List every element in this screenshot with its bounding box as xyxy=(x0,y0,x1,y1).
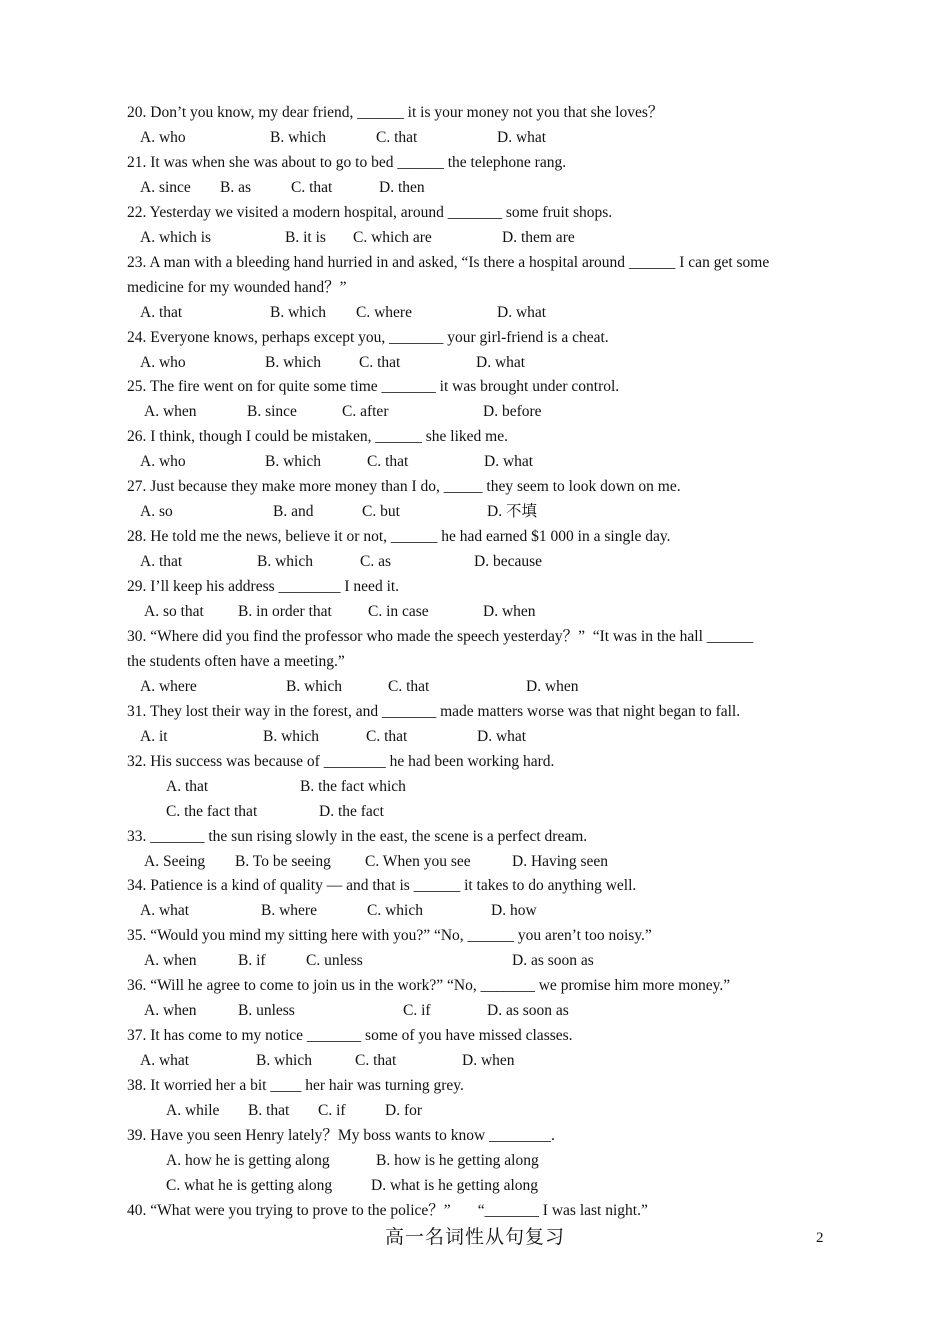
question-stem-36: 36. “Will he agree to come to join us in the work?” “No, _______ we promise him more money.” xyxy=(127,977,731,995)
answer-option: C. which are xyxy=(353,228,432,246)
answer-option: D. for xyxy=(385,1102,423,1119)
question-stem-23: 23. A man with a bleeding hand hurried in and asked, “Is there a hospital around ______ I can get some xyxy=(127,253,770,271)
question-stem-31: 31. They lost their way in the forest, and _______ made matters worse was that night began to fall. xyxy=(127,702,741,720)
answer-option: B. that xyxy=(248,1102,290,1119)
answer-option: C. after xyxy=(342,403,389,421)
answer-option: A. while xyxy=(166,1102,220,1119)
answer-option: B. which xyxy=(265,453,321,471)
answer-option: A. when xyxy=(144,403,197,421)
answer-option: A. what xyxy=(140,1052,190,1070)
answer-option: D. when xyxy=(526,677,579,695)
answer-option: D. what xyxy=(477,727,527,745)
question-stem-22: 22. Yesterday we visited a modern hospital, around _______ some fruit shops. xyxy=(127,203,613,221)
answer-option: D. the fact xyxy=(319,802,384,820)
answer-option: C. if xyxy=(403,1002,431,1020)
answer-option: C. the fact that xyxy=(166,802,258,820)
question-stem-40: 40. “What were you trying to prove to the police？” “_______ I was last night.” xyxy=(127,1201,648,1219)
answer-option: C. unless xyxy=(306,952,363,970)
answer-option: D. how xyxy=(491,902,537,920)
answer-option: B. the fact which xyxy=(300,777,406,795)
answer-option: D. what xyxy=(497,303,547,321)
question-stem-37: 37. It has come to my notice _______ some of you have missed classes. xyxy=(127,1027,573,1045)
answer-option: A. so that xyxy=(144,603,204,620)
answer-option: B. where xyxy=(261,902,317,920)
answer-option: C. which xyxy=(367,902,423,920)
answer-option: D. when xyxy=(483,603,536,620)
answer-option: D. what xyxy=(484,453,534,471)
answer-option: A. that xyxy=(140,553,183,571)
question-stem-29: 29. I’ll keep his address ________ I need it. xyxy=(127,578,400,596)
question-stem-20: 20. Don’t you know, my dear friend, ______ it is your money not you that she loves？ xyxy=(127,104,664,121)
question-stem-39: 39. Have you seen Henry lately？My boss wants to know ________. xyxy=(127,1126,555,1144)
answer-option: B. which xyxy=(265,353,321,371)
answer-option: A. that xyxy=(140,303,183,321)
answer-option: B. in order that xyxy=(238,603,332,620)
footer-title: 高一名词性从句复习 xyxy=(384,1226,565,1248)
answer-option: D. 不填 xyxy=(487,503,537,521)
answer-option: B. which xyxy=(270,128,326,146)
answer-option: B. as xyxy=(220,178,251,196)
question-stem-26: 26. I think, though I could be mistaken, ______ she liked me. xyxy=(127,428,508,446)
answer-option: B. which xyxy=(263,727,319,745)
answer-option: A. it xyxy=(140,727,168,745)
answer-option: D. when xyxy=(462,1052,515,1070)
answer-option: A. how he is getting along xyxy=(166,1151,330,1169)
answer-option: C. When you see xyxy=(365,852,471,870)
answer-option: D. as soon as xyxy=(512,952,594,970)
answer-option: A. when xyxy=(144,1002,197,1020)
answer-option: C. if xyxy=(318,1102,346,1119)
page-number: 2 xyxy=(816,1230,824,1246)
answer-option: B. which xyxy=(256,1052,312,1070)
answer-option: C. that xyxy=(291,178,333,196)
answer-option: A. where xyxy=(140,677,197,695)
answer-option: A. who xyxy=(140,453,186,471)
answer-option: B. since xyxy=(247,403,297,421)
question-stem-33: 33. _______ the sun rising slowly in the east, the scene is a perfect dream. xyxy=(127,827,588,845)
answer-option: C. where xyxy=(356,303,412,321)
question-stem-32: 32. His success was because of ________ he had been working hard. xyxy=(127,752,555,770)
question-stem-continued-30: the students often have a meeting.” xyxy=(127,652,345,670)
question-stem-30: 30. “Where did you find the professor who made the speech yesterday？” “It was in the hall ______ xyxy=(127,627,754,645)
answer-option: C. that xyxy=(367,453,409,471)
question-stem-21: 21. It was when she was about to go to bed ______ the telephone rang. xyxy=(127,153,567,171)
question-stem-continued-23: medicine for my wounded hand？” xyxy=(127,278,347,296)
answer-option: A. since xyxy=(140,178,191,196)
answer-option: D. what is he getting along xyxy=(371,1176,539,1194)
answer-option: D. then xyxy=(379,178,425,196)
answer-option: A. when xyxy=(144,952,197,970)
question-stem-27: 27. Just because they make more money than I do, _____ they seem to look down on me. xyxy=(127,478,681,496)
question-stem-35: 35. “Would you mind my sitting here with you?” “No, ______ you aren’t too noisy.” xyxy=(127,927,652,945)
answer-option: B. To be seeing xyxy=(235,852,331,870)
answer-option: C. as xyxy=(360,553,391,571)
answer-option: D. as soon as xyxy=(487,1002,569,1020)
answer-option: A. that xyxy=(166,777,209,795)
answer-option: B. which xyxy=(257,553,313,571)
answer-option: D. them are xyxy=(502,228,575,246)
answer-option: C. but xyxy=(362,503,400,521)
answer-option: B. how is he getting along xyxy=(376,1151,539,1169)
question-stem-38: 38. It worried her a bit ____ her hair was turning grey. xyxy=(127,1077,464,1095)
answer-option: D. before xyxy=(483,403,542,421)
answer-option: B. which xyxy=(270,303,326,321)
answer-option: B. which xyxy=(286,677,342,695)
answer-option: C. that xyxy=(388,677,430,695)
answer-option: D. what xyxy=(497,128,547,146)
question-stem-24: 24. Everyone knows, perhaps except you, _______ your girl-friend is a cheat. xyxy=(127,328,609,346)
answer-option: B. it is xyxy=(285,228,326,246)
answer-option: A. who xyxy=(140,128,186,146)
question-stem-28: 28. He told me the news, believe it or not, ______ he had earned $1 000 in a single day. xyxy=(127,528,671,546)
answer-option: C. that xyxy=(355,1052,397,1070)
answer-option: C. that xyxy=(359,353,401,371)
question-stem-34: 34. Patience is a kind of quality — and that is ______ it takes to do anything well. xyxy=(127,877,637,895)
answer-option: D. Having seen xyxy=(512,852,608,870)
answer-option: C. what he is getting along xyxy=(166,1176,333,1194)
question-stem-25: 25. The fire went on for quite some time _______ it was brought under control. xyxy=(127,378,620,396)
answer-option: B. if xyxy=(238,952,266,970)
answer-option: C. in case xyxy=(368,603,429,620)
answer-option: A. which is xyxy=(140,228,212,246)
answer-option: C. that xyxy=(366,727,408,745)
answer-option: B. unless xyxy=(238,1002,295,1020)
answer-option: D. what xyxy=(476,353,526,371)
answer-option: A. so xyxy=(140,503,173,521)
answer-option: D. because xyxy=(474,553,542,571)
answer-option: A. what xyxy=(140,902,190,920)
answer-option: A. who xyxy=(140,353,186,371)
answer-option: B. and xyxy=(273,503,314,521)
answer-option: A. Seeing xyxy=(144,852,206,870)
answer-option: C. that xyxy=(376,128,418,146)
